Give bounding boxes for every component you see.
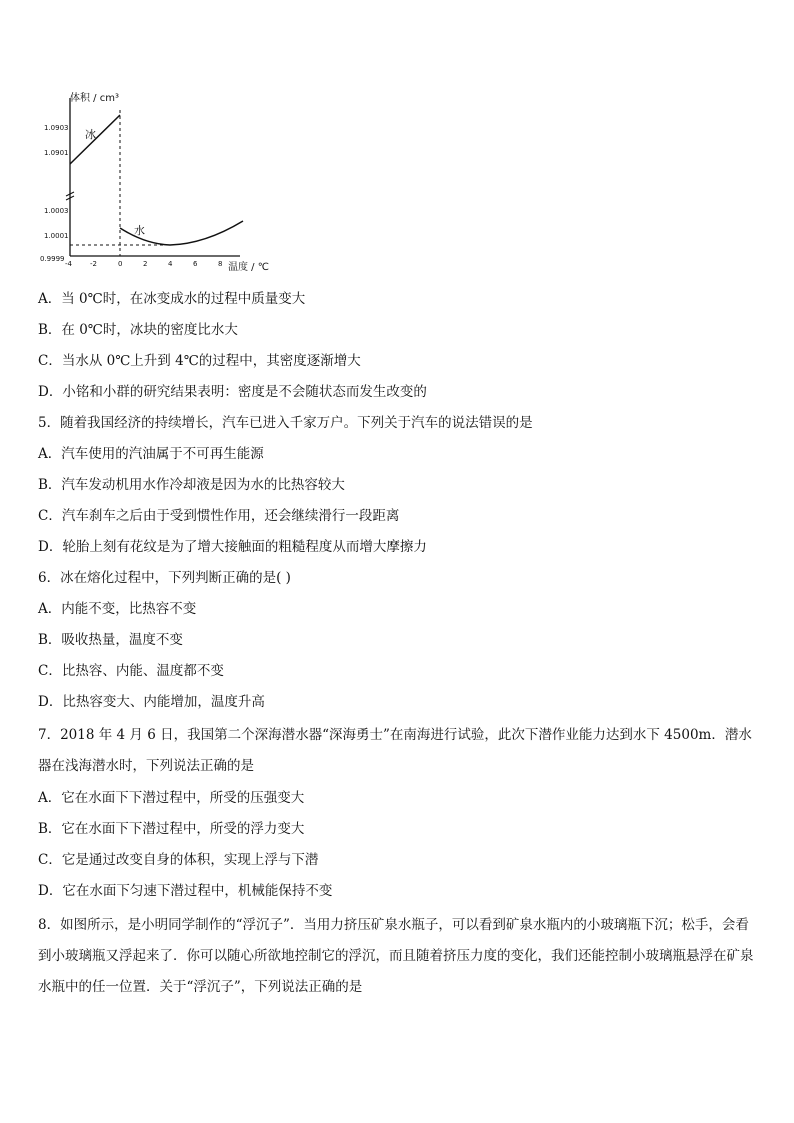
y-tick: 1.0003 [44,207,69,215]
option-q4-c: C．当水从 0℃上升到 4℃的过程中，其密度逐渐增大 [38,353,361,369]
option-q6-c: C．比热容、内能、温度都不变 [38,663,224,679]
y-tick: 0.9999 [40,255,65,263]
question-6: 6．冰在熔化过程中，下列判断正确的是( ) [38,570,291,586]
option-q5-a: A．汽车使用的汽油属于不可再生能源 [38,446,264,462]
option-q6-b: B．吸收热量，温度不变 [38,632,183,648]
graph-svg [40,88,290,278]
option-q4-d: D．小铭和小群的研究结果表明：密度是不会随状态而发生改变的 [38,384,427,400]
y-tick: 1.0001 [44,232,69,240]
x-tick: -2 [90,260,97,268]
option-q4-a: A．当 0℃时，在冰变成水的过程中质量变大 [38,291,306,307]
x-tick: 4 [168,260,173,268]
x-axis-label: 温度 / ℃ [228,262,269,273]
x-tick: 8 [218,260,223,268]
option-q7-b: B．它在水面下下潜过程中，所受的浮力变大 [38,821,305,837]
question-7: 7．2018 年 4 月 6 日，我国第二个深海潜水器“深海勇士”在南海进行试验，此次下潜作业能力达到水下 4500m．潜水器在浅海潜水时，下列说法正确的是 [38,727,752,774]
option-q5-d: D．轮胎上刻有花纹是为了增大接触面的粗糙程度从而增大摩擦力 [38,539,427,555]
question-8: 8．如图所示，是小明同学制作的“浮沉子”．当用力挤压矿泉水瓶子，可以看到矿泉水瓶内的小玻璃瓶下沉；松手，会看到小玻璃瓶又浮起来了．你可以随心所欲地控制它的浮沉，而且随着挤压力度的变化，我们还能控制小玻璃瓶悬浮在矿泉水瓶中的任一位置．关于“浮沉子”，下列说法正确的是 [38,917,754,995]
x-tick: 0 [118,260,123,268]
x-tick: 2 [143,260,148,268]
y-tick: 1.0901 [44,149,69,157]
water-label: 水 [134,224,145,237]
y-axis-label: 体积 / cm³ [70,93,119,104]
option-q7-d: D．它在水面下匀速下潜过程中，机械能保持不变 [38,883,333,899]
option-q6-d: D．比热容变大、内能增加，温度升高 [38,694,265,710]
option-q7-c: C．它是通过改变自身的体积，实现上浮与下潜 [38,852,319,868]
x-tick: 6 [193,260,198,268]
option-q6-a: A．内能不变，比热容不变 [38,601,197,617]
option-q5-c: C．汽车刹车之后由于受到惯性作用，还会继续滑行一段距离 [38,508,400,524]
option-q5-b: B．汽车发动机用水作冷却液是因为水的比热容较大 [38,477,345,493]
option-q4-b: B．在 0℃时，冰块的密度比水大 [38,322,238,338]
ice-label: 冰 [85,128,96,141]
option-q7-a: A．它在水面下下潜过程中，所受的压强变大 [38,790,305,806]
volume-temperature-graph [40,88,290,278]
y-tick: 1.0903 [44,124,69,132]
x-tick: -4 [65,260,72,268]
question-5: 5．随着我国经济的持续增长，汽车已进入千家万户。下列关于汽车的说法错误的是 [38,415,533,431]
